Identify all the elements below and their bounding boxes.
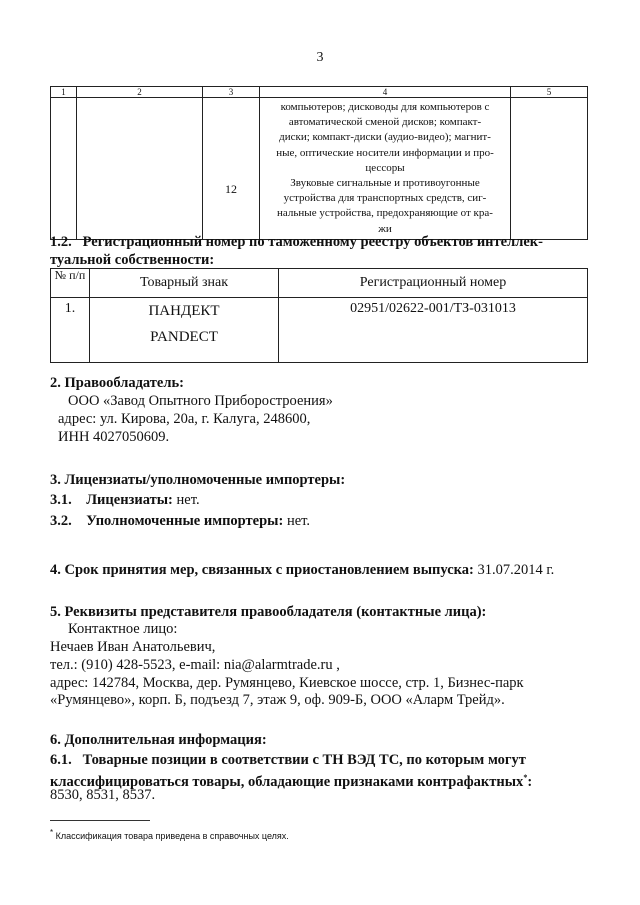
- contact-phone-email: тел.: (910) 428-5523, e-mail: nia@alarmtrade.ru ,: [50, 657, 340, 673]
- deadline-date: 31.07.2014 г.: [473, 562, 555, 578]
- goods-description-cell: [260, 98, 511, 240]
- heading-text: Регистрационный номер по таможенному реестру объектов интеллек-: [82, 234, 543, 250]
- footnote-text: Классификация товара приведена в справочных целях.: [53, 831, 289, 841]
- table-header-row: [51, 269, 588, 298]
- label: Лицензиаты:: [86, 492, 173, 508]
- section-number: 6.1.: [50, 752, 72, 768]
- col-header-number: № п/п: [51, 269, 90, 298]
- cell: [511, 98, 588, 240]
- text-line: диски; компакт-диски (аудио-видео); магнит-: [279, 131, 491, 144]
- footnote: [50, 828, 289, 841]
- col-header: 3: [203, 87, 260, 98]
- text: классифицироваться товары, обладающие признаками контрафактных: [50, 773, 524, 790]
- heading-text: туальной собственности:: [50, 252, 215, 268]
- section-4-heading: 4. Срок принятия мер, связанных с приостановлением выпуска:: [50, 562, 474, 578]
- footnote-divider: [50, 820, 150, 821]
- section-6-1-line1: [50, 751, 588, 769]
- section-number: 3.1.: [50, 492, 72, 508]
- text: :: [527, 773, 533, 790]
- value: нет.: [172, 492, 200, 508]
- trademark-en: PANDECT: [150, 329, 218, 345]
- text-line: нальные устройства, предохраняющие от кра-: [277, 207, 493, 220]
- text-line: устройства для транспортных средств, сиг-: [283, 192, 487, 205]
- heading-line: [50, 233, 588, 251]
- licensees-line: [50, 491, 200, 509]
- contact-address-line1: адрес: 142784, Москва, дер. Румянцево, Киевское шоссе, стр. 1, Бизнес-парк: [50, 675, 524, 691]
- cell: [51, 98, 77, 240]
- section-3-heading: 3. Лицензиаты/уполномоченные импортеры:: [50, 472, 346, 488]
- goods-table: [50, 86, 588, 240]
- page-number: 3: [316, 50, 324, 65]
- table-row: [51, 98, 588, 240]
- trademark-cell: [90, 298, 279, 363]
- rightholder-name: ООО «Завод Опытного Приборостроения»: [68, 393, 333, 409]
- col-header: 1: [51, 87, 77, 98]
- rightholder-address: адрес: ул. Кирова, 20а, г. Калуга, 248600,: [58, 411, 311, 427]
- rightholder-inn: ИНН 4027050609.: [58, 429, 170, 445]
- table-header-row: [51, 87, 588, 98]
- section-6-heading: 6. Дополнительная информация:: [50, 732, 267, 748]
- footnote-mark: *: [50, 828, 54, 837]
- col-header: 4: [260, 87, 511, 98]
- label: Уполномоченные импортеры:: [86, 513, 284, 529]
- section-1-2-heading: [50, 233, 588, 269]
- trademark-table: [50, 268, 588, 363]
- table-row: [51, 298, 588, 363]
- text-line: жи: [378, 222, 392, 235]
- col-header-reg-number: Регистрационный номер: [279, 269, 588, 298]
- cell: [77, 98, 203, 240]
- section-5-heading: 5. Реквизиты представителя правообладателя (контактные лица):: [50, 604, 487, 620]
- class-cell: 12: [203, 98, 260, 240]
- contact-label: Контактное лицо:: [68, 621, 178, 637]
- contact-address-line2: «Румянцево», корп. Б, подъезд 7, этаж 9, оф. 909-Б, ООО «Аларм Трейд».: [50, 692, 505, 708]
- value: нет.: [283, 513, 311, 529]
- contact-name: Нечаев Иван Анатольевич,: [50, 639, 216, 655]
- section-2-heading: 2. Правообладатель:: [50, 375, 184, 391]
- importers-line: [50, 512, 310, 530]
- text: Товарные позиции в соответствии с ТН ВЭД ТС, по которым могут: [82, 752, 526, 768]
- section-4: [50, 561, 554, 579]
- tnved-codes: 8530, 8531, 8537.: [50, 787, 156, 803]
- text-line: Звуковые сигнальные и противоугонные: [290, 177, 480, 190]
- col-header: 2: [77, 87, 203, 98]
- text-line: автоматической сменой дисков; компакт-: [288, 116, 482, 129]
- text-line: компьютеров; дисководы для компьютеров с: [280, 101, 490, 113]
- reg-number: 02951/02622-001/ТЗ-031013: [279, 298, 588, 363]
- section-number: 3.2.: [50, 513, 72, 529]
- col-header-trademark: Товарный знак: [90, 269, 279, 298]
- text-line: цессоры: [365, 161, 405, 174]
- col-header: 5: [511, 87, 588, 98]
- text-line: ные, оптические носители информации и про-: [276, 146, 494, 159]
- section-number: 1.2.: [50, 234, 72, 250]
- footnote-mark: *: [523, 773, 528, 782]
- trademark-ru: ПАНДЕКТ: [148, 303, 220, 319]
- row-number: 1.: [51, 298, 90, 363]
